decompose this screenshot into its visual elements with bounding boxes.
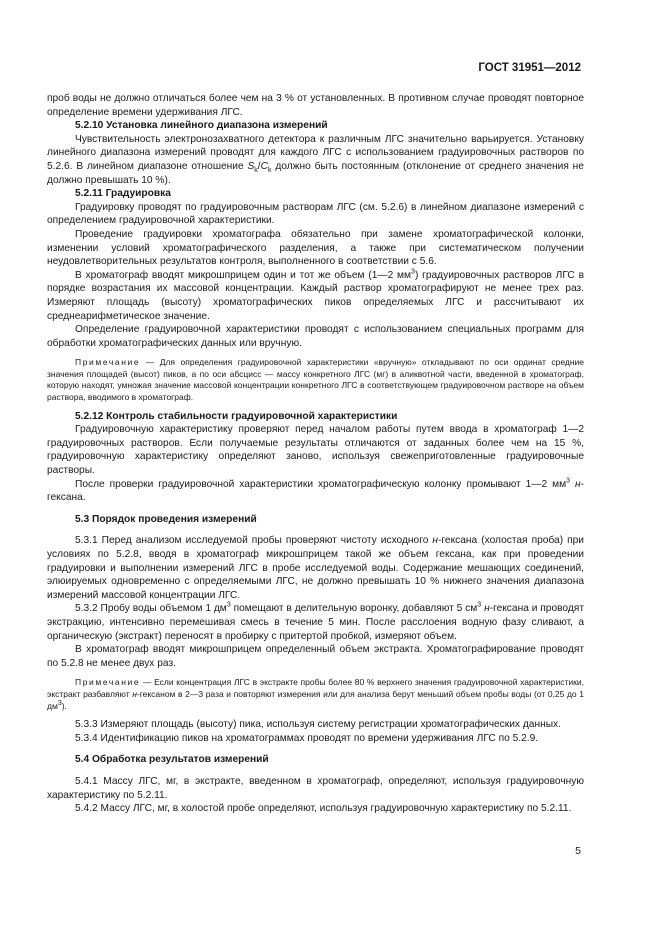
- document-number: ГОСТ 31951—2012: [478, 62, 581, 74]
- paragraph: проб воды не должно отличаться более чем на 3 % от установленных. В противном случае проводят повторное определение времени удерживания ЛГС.: [47, 93, 584, 118]
- paragraph: В хроматограф вводят микрошприцем определенный объем экстракта. Хроматографирование проводят по 5.2.8 не менее двух раз.: [47, 644, 584, 669]
- paragraph: В хроматограф вводят микрошприцем один и тот же объем (1—2 $мм^3$) градуировочных растворов ЛГС в порядке возрастания их массовой концентрации. Каждый раствор хроматографируют не менее трех раз. Измеряют площадь (высоту) хроматографических пиков определяемых ЛГС и рассчитывают их среднеарифметическое значение.: [47, 268, 584, 322]
- page-body: [47, 92, 584, 816]
- paragraph: 5.3.4 Идентификацию пиков на хроматограммах проводят по времени удерживания ЛГС по 5.2.9.: [75, 732, 539, 744]
- paragraph: Чувствительность электронозахватного детектора к различным ЛГС значительно варьируется. Установку линейного диапазона измерений проводят для каждого ЛГС с использованием градуировочных растворов по 5.2.6. В линейном диапазоне отношение $S_k/C_k$ должно быть постоянным (отклонение от среднего значения не должно превышать 10 %).: [47, 133, 584, 186]
- paragraph: 5.3.1 Перед анализом исследуемой пробы проверяют чистоту исходного н-гексана (холостая проба) при условиях по 5.2.8, вводя в хроматограф микрошприцем такой же объем гексана, как при проведении градуировки и выполнении измерений ЛГС в пробе исследуемой воды. Содержание мешающих соединений, элюируемых одновременно с определяемыми ЛГС, не должно превышать 10 % нижнего значения диапазона измерений массовой концентрации ЛГС.: [47, 535, 584, 601]
- paragraph: 5.4.2 Массу ЛГС, мг, в холостой пробе определяют, используя градуировочную характеристику по 5.2.11.: [75, 803, 572, 815]
- note: Примечание — Для определения градуировочной характеристики «вручную» откладывают по оси ординат средние значения площадей (высот) пиков, а по оси абсцисс — массу конкретного ЛГС (мг) в аликвотной части, введенной в хроматограф, которую находят, умножая значение массовой концентрации конкретного ЛГС в соответствующем градуировочном растворе на объем раствора, вводимого в хроматограф.: [47, 357, 584, 403]
- paragraph: Градуировку проводят по градуировочным растворам ЛГС (см. 5.2.6) в линейном диапазоне измерений с определением градуировочной характеристики.: [47, 201, 584, 227]
- section-heading-5-2-11: 5.2.11 Градуировка: [75, 188, 171, 200]
- page-number: 5: [575, 845, 581, 857]
- paragraph: 5.3.3 Измеряют площадь (высоту) пика, используя систему регистрации хроматографических данных.: [75, 719, 561, 731]
- paragraph: После проверки градуировочной характеристики хроматографическую колонку промывают 1—2 $мм^3$ н-гексана.: [47, 477, 584, 504]
- paragraph: Определение градуировочной характеристики проводят с использованием специальных программ для обработки хроматографических данных или вручную.: [47, 324, 584, 349]
- section-heading-5-2-10: 5.2.10 Установка линейного диапазона измерений: [75, 120, 328, 132]
- section-heading-5-2-12: 5.2.12 Контроль стабильности градуировочной характеристики: [75, 410, 398, 422]
- note: Примечание — Если концентрация ЛГС в экстракте пробы более 80 % верхнего значения градуировочной характеристики, экстракт разбавляют н-гексаном в 2—3 раза и повторяют измерения или для анализа берут меньший объем пробы воды (от 0,25 до 1 $дм^3$).: [47, 677, 584, 711]
- paragraph: 5.4.1 Массу ЛГС, мг, в экстракте, введенном в хроматограф, определяют, используя градуировочную характеристику по 5.2.11.: [47, 775, 584, 801]
- paragraph: 5.3.2 Пробу воды объемом 1 $дм^3$ помещают в делительную воронку, добавляют 5 $см^3$ н-гексана и проводят экстракцию, интенсивно перемешивая смесь в течение 5 мин. После расслоения водную фазу сливают, а органическую (экстракт) переносят в пробирку с притертой пробкой, измеряют объем.: [47, 601, 584, 642]
- section-heading-5-3: 5.3 Порядок проведения измерений: [75, 513, 257, 525]
- paragraph: Градуировочную характеристику проверяют перед началом работы путем ввода в хроматограф 1—2 градуировочных растворов. Если получаемые результаты отличаются от заданных более чем на 15 %, градуировочную характеристику определяют заново, используя свежеприготовленные градуировочные растворы.: [47, 424, 584, 477]
- section-heading-5-4: 5.4 Обработка результатов измерений: [75, 754, 269, 766]
- paragraph: Проведение градуировки хроматографа обязательно при замене хроматографической колонки, изменении условий хроматографического разделения, а также при систематическом получении неудовлетворительных результатов контроля, выполненного в соответствии с 5.6.: [47, 228, 584, 268]
